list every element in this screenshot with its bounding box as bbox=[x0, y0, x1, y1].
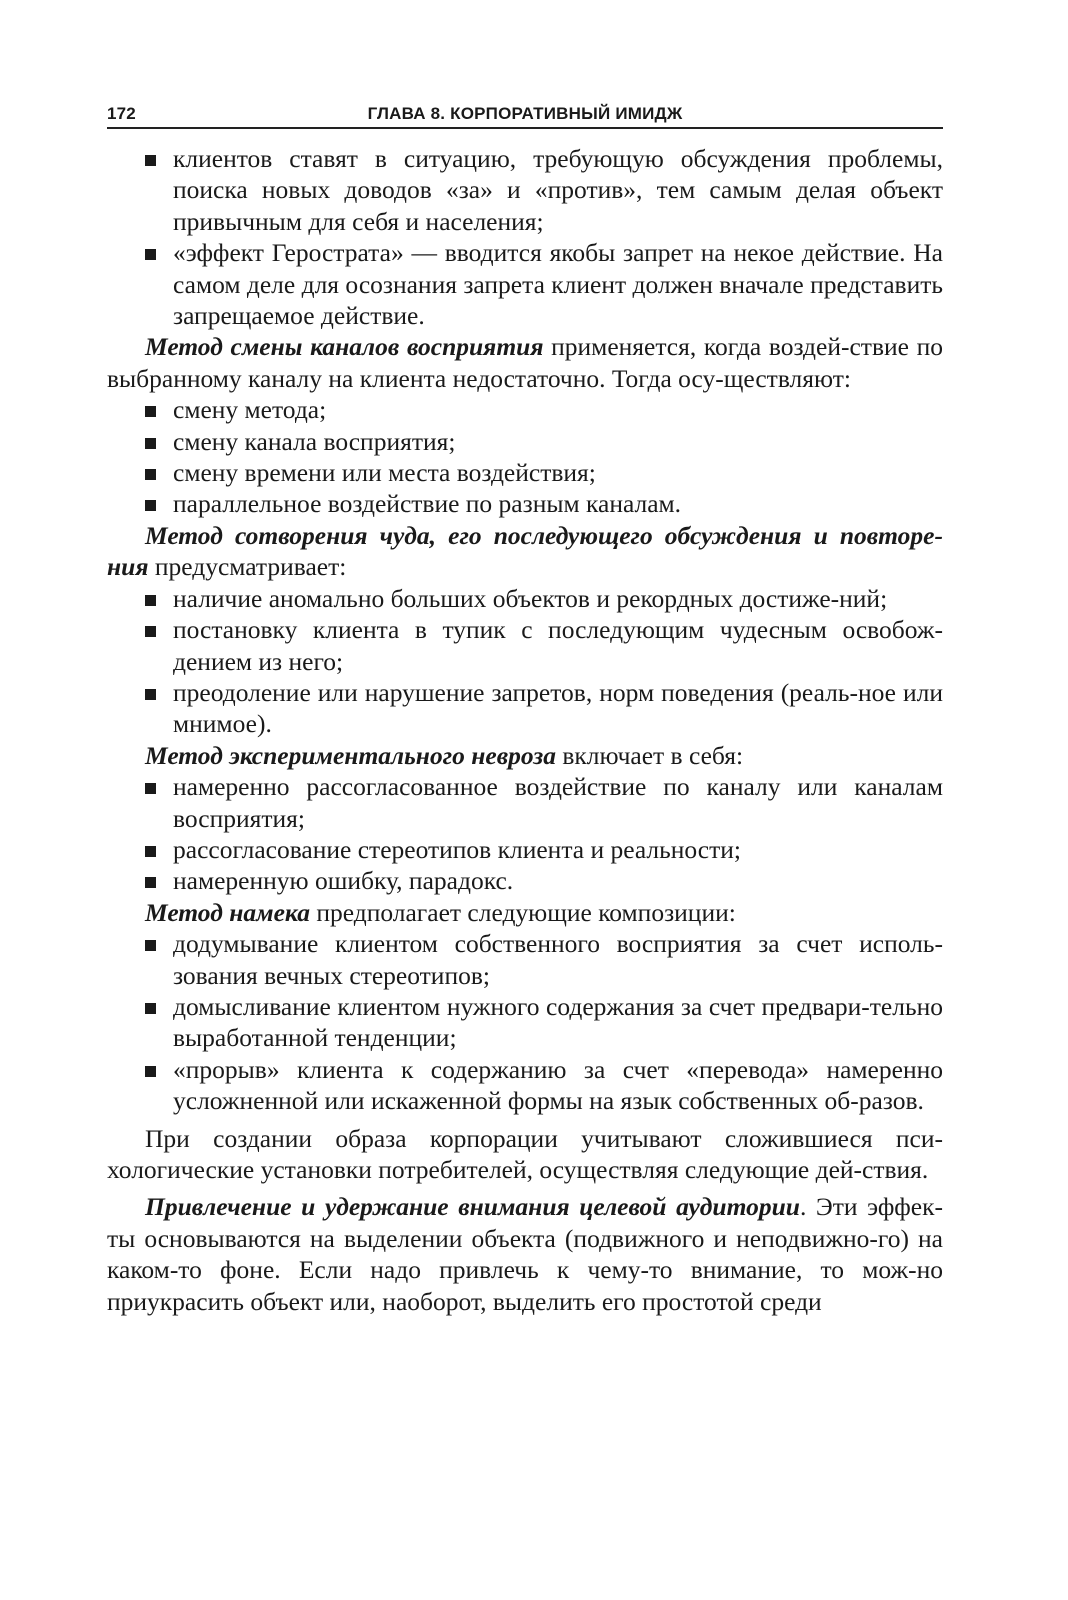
method-term: Метод смены каналов восприятия bbox=[145, 332, 544, 362]
list-item: параллельное воздействие по разным каналам. bbox=[107, 488, 943, 519]
paragraph-text: предусматривает: bbox=[148, 552, 347, 582]
bullet-list-2 bbox=[107, 394, 943, 520]
list-item: смену времени или места воздействия; bbox=[107, 457, 943, 488]
list-item: намеренно рассогласованное воздействие по каналу или каналам восприятия; bbox=[107, 771, 943, 834]
paragraph-text: включает в себя: bbox=[555, 740, 744, 770]
list-item: «эффект Герострата» — вводится якобы запрет на некое действие. На самом деле для осознания запрета клиент должен вначале представить запрещаемое действие. bbox=[107, 237, 943, 331]
bullet-list-1 bbox=[107, 143, 943, 331]
list-item: намеренную ошибку, парадокс. bbox=[107, 865, 943, 896]
list-item: смену метода; bbox=[107, 394, 943, 425]
list-item: преодоление или нарушение запретов, норм поведения (реаль-ное или мнимое). bbox=[107, 677, 943, 740]
list-item: клиентов ставят в ситуацию, требующую обсуждения проблемы, поиска новых доводов «за» и «против», тем самым делая объект привычным для себя и населения; bbox=[107, 143, 943, 237]
paragraph-neurosis bbox=[107, 740, 943, 771]
paragraph-attention bbox=[107, 1191, 943, 1317]
bullet-list-4 bbox=[107, 771, 943, 897]
bullet-list-5 bbox=[107, 928, 943, 1116]
paragraph-miracle bbox=[107, 520, 943, 583]
paragraph-text: предполагает следующие композиции: bbox=[309, 897, 736, 927]
book-page bbox=[107, 104, 943, 1317]
list-item: постановку клиента в тупик с последующим чудесным освобож-дением из него; bbox=[107, 614, 943, 677]
list-item: наличие аномально больших объектов и рекордных достиже-ний; bbox=[107, 583, 943, 614]
page-body bbox=[107, 143, 943, 1317]
running-header bbox=[107, 104, 943, 129]
method-term: Метод экспериментального невроза bbox=[145, 740, 556, 770]
list-item: додумывание клиентом собственного восприятия за счет исполь-зования вечных стереотипов; bbox=[107, 928, 943, 991]
list-item: смену канала восприятия; bbox=[107, 426, 943, 457]
list-item: рассогласование стереотипов клиента и реальности; bbox=[107, 834, 943, 865]
paragraph-text: . Эти эффек-ты основываются на выделении объекта (подвижного и неподвижно-го) на каком-то фоне. Если надо привлечь к чему-то внимание, то мож-но приукрасить объект или, наоборот, выделить его простотой среди bbox=[107, 1192, 944, 1316]
section-term: Привлечение и удержание внимания целевой аудитории bbox=[145, 1192, 800, 1222]
paragraph-hint bbox=[107, 897, 943, 928]
method-term: Метод сотворения чуда, его последующего обсуждения и повторе-ния bbox=[107, 520, 943, 582]
paragraph-channel-change bbox=[107, 331, 943, 394]
paragraph-corporate-image: При создании образа корпорации учитывают сложившиеся пси-хологические установки потребителей, осуществляя следующие дей-ствия. bbox=[107, 1123, 943, 1184]
method-term: Метод намека bbox=[145, 897, 310, 927]
paragraph-text: применяется, когда воздей-ствие по выбранному каналу на клиента недостаточно. Тогда осу-ществляют: bbox=[107, 332, 944, 393]
list-item: «прорыв» клиента к содержанию за счет «перевода» намеренно усложненной или искаженной формы на язык собственных об-разов. bbox=[107, 1054, 943, 1117]
chapter-title: ГЛАВА 8. КОРПОРАТИВНЫЙ ИМИДЖ bbox=[367, 104, 683, 123]
page-number: 172 bbox=[107, 104, 136, 123]
list-item: домысливание клиентом нужного содержания за счет предвари-тельно выработанной тенденции; bbox=[107, 991, 943, 1054]
bullet-list-3 bbox=[107, 583, 943, 740]
